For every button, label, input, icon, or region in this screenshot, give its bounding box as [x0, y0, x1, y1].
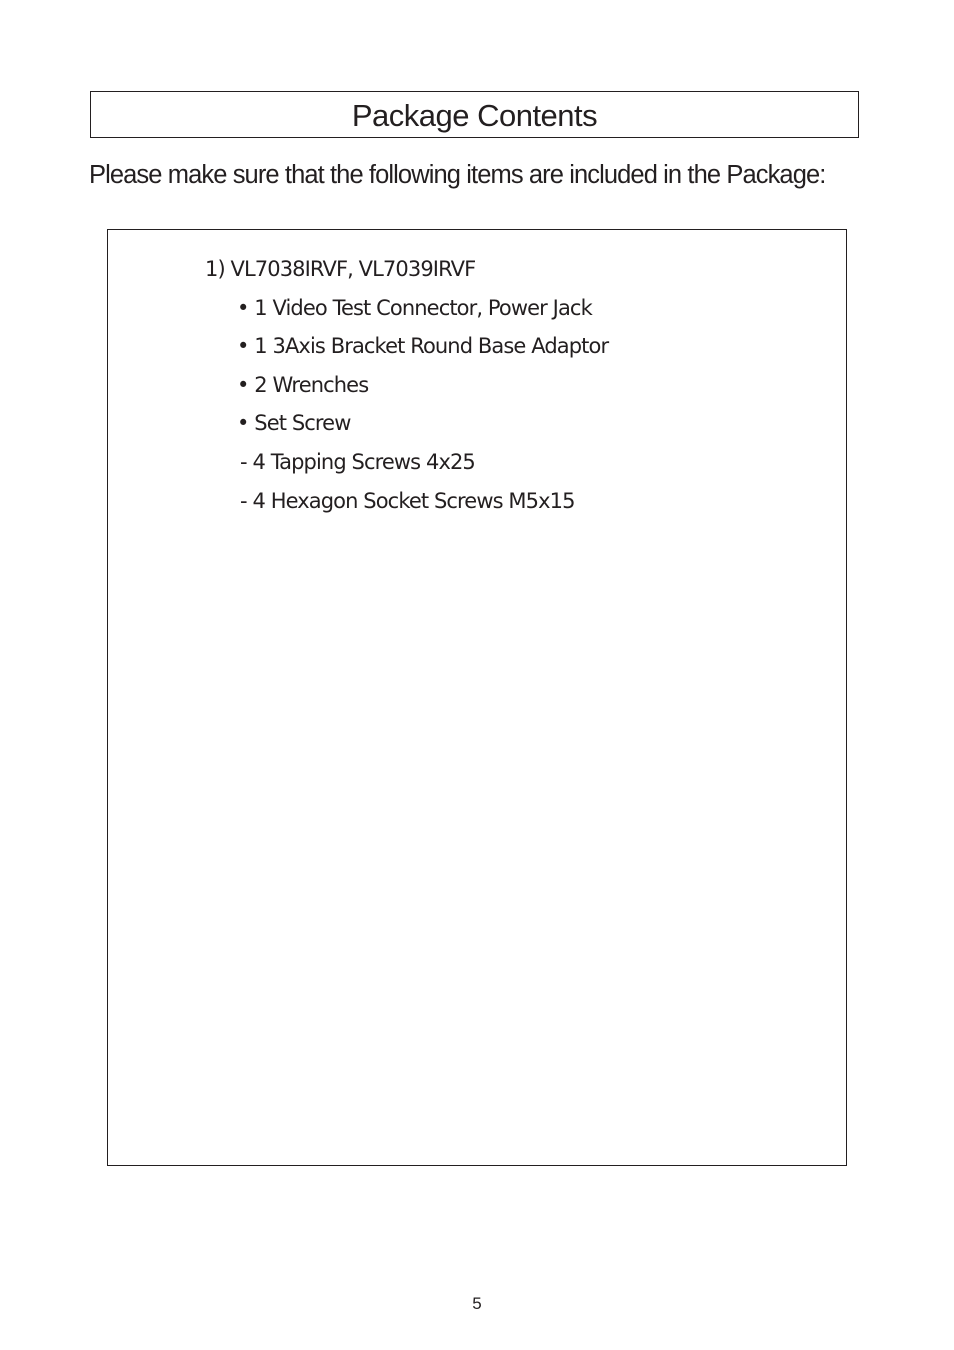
package-contents-box: [107, 229, 847, 1166]
list-item: • 1 3Axis Bracket Round Base Adaptor: [237, 334, 609, 359]
list-subitem: - 4 Tapping Screws 4x25: [240, 449, 475, 474]
package-contents-list: [205, 250, 608, 520]
list-item-model: 1) VL7038IRVF, VL7039IRVF: [205, 257, 476, 281]
page-number: 5: [472, 1294, 482, 1313]
list-subitem: - 4 Hexagon Socket Screws M5x15: [240, 488, 575, 513]
list-item: • 1 Video Test Connector, Power Jack: [237, 295, 592, 320]
list-item: • Set Screw: [237, 411, 351, 436]
page-title: Package Contents: [351, 98, 598, 133]
intro-text: Please make sure that the following items are included in the Package:: [89, 161, 826, 189]
list-item: • 2 Wrenches: [237, 372, 369, 397]
title-box: [90, 91, 859, 138]
